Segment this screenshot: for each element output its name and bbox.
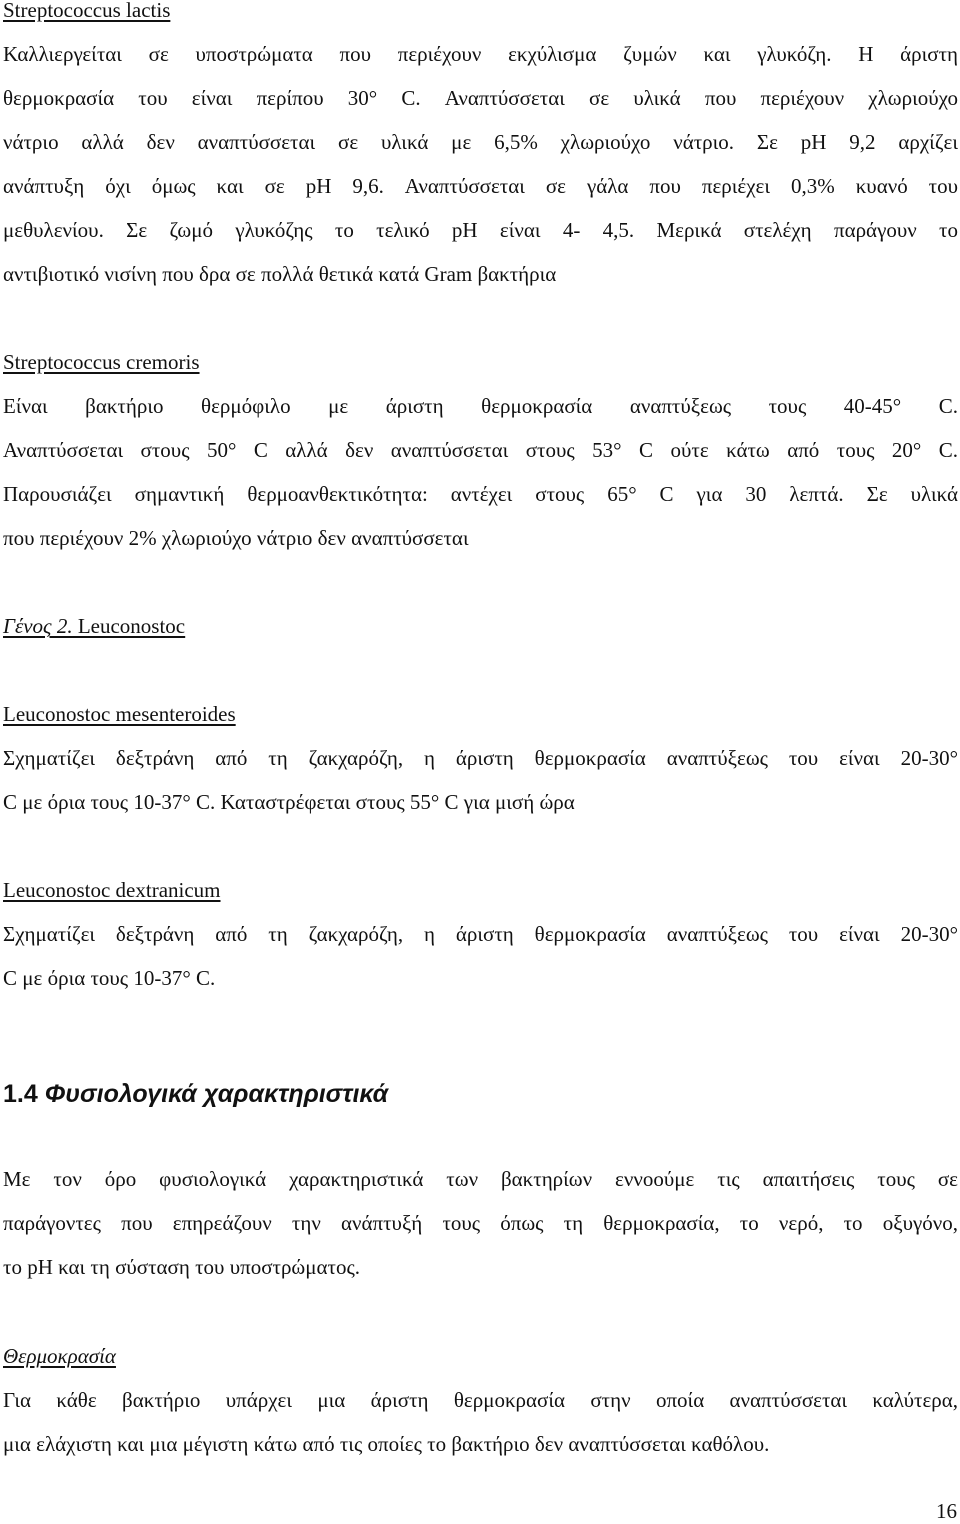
paragraph-line: παράγοντες που επηρεάζουν την ανάπτυξή τους όπως τη θερμοκρασία, το νερό, το οξυγόνο, <box>3 1211 958 1235</box>
heading-leuconostoc-mesenteroides: Leuconostoc mesenteroides <box>3 702 236 726</box>
genus-heading <box>3 613 185 639</box>
paragraph-line: που περιέχουν 2% χλωριούχο νάτριο δεν αναπτύσσεται <box>3 526 469 550</box>
paragraph-line: θερμοκρασία του είναι περίπου 30° C. Αναπτύσσεται σε υλικά που περιέχουν χλωριούχο <box>3 86 958 110</box>
page-number: 16 <box>936 1499 957 1523</box>
paragraph-line: Σχηματίζει δεξτράνη από τη ζακχαρόζη, η άριστη θερμοκρασία αναπτύξεως του είναι 20-30° <box>3 922 958 946</box>
paragraph-line: Καλλιεργείται σε υποστρώματα που περιέχουν εκχύλισμα ζυμών και γλυκόζη. Η άριστη <box>3 42 958 66</box>
section-title <box>3 1079 388 1109</box>
paragraph-line: μια ελάχιστη και μια μέγιστη κάτω από τις οποίες το βακτήριο δεν αναπτύσσεται καθόλου. <box>3 1432 770 1456</box>
paragraph-line: Αναπτύσσεται στους 50° C αλλά δεν αναπτύσσεται στους 53° C ούτε κάτω από τους 20° C. <box>3 438 958 462</box>
genus-prefix: Γένος 2. <box>3 614 73 638</box>
heading-temperature: Θερμοκρασία <box>3 1344 116 1368</box>
paragraph-line: C με όρια τους 10-37° C. Καταστρέφεται στους 55° C για μισή ώρα <box>3 790 575 814</box>
heading-leuconostoc-dextranicum: Leuconostoc dextranicum <box>3 878 221 902</box>
genus-name: Leuconostoc <box>72 614 186 638</box>
paragraph-line: αντιβιοτικό νισίνη που δρα σε πολλά θετικά κατά Gram βακτήρια <box>3 262 557 286</box>
paragraph-line: C με όρια τους 10-37° C. <box>3 966 216 990</box>
section-number: 1.4 <box>3 1080 38 1108</box>
section-title-text: Φυσιολογικά χαρακτηριστικά <box>37 1080 389 1108</box>
paragraph-line: Σχηματίζει δεξτράνη από τη ζακχαρόζη, η άριστη θερμοκρασία αναπτύξεως του είναι 20-30° <box>3 746 958 770</box>
paragraph-line: Με τον όρο φυσιολογικά χαρακτηριστικά των βακτηρίων εννοούμε τις απαιτήσεις τους σε <box>3 1167 958 1191</box>
paragraph-line: νάτριο αλλά δεν αναπτύσσεται σε υλικά με 6,5% χλωριούχο νάτριο. Σε pH 9,2 αρχίζει <box>3 130 958 154</box>
heading-streptococcus-lactis: Streptococcus lactis <box>3 0 171 22</box>
paragraph-line: ανάπτυξη όχι όμως και σε pH 9,6. Αναπτύσσεται σε γάλα που περιέχει 0,3% κυανό του <box>3 174 958 198</box>
paragraph-line: Είναι βακτήριο θερμόφιλο με άριστη θερμοκρασία αναπτύξεως τους 40-45° C. <box>3 394 958 418</box>
heading-streptococcus-cremoris: Streptococcus cremoris <box>3 350 200 374</box>
paragraph-line: Για κάθε βακτήριο υπάρχει μια άριστη θερμοκρασία στην οποία αναπτύσσεται καλύτερα, <box>3 1388 958 1412</box>
paragraph-line: Παρουσιάζει σημαντική θερμοανθεκτικότητα: αντέχει στους 65° C για 30 λεπτά. Σε υλικά <box>3 482 958 506</box>
paragraph-line: το pH και τη σύσταση του υποστρώματος. <box>3 1255 361 1279</box>
paragraph-line: μεθυλενίου. Σε ζωμό γλυκόζης το τελικό pH είναι 4- 4,5. Μερικά στελέχη παράγουν το <box>3 218 958 242</box>
